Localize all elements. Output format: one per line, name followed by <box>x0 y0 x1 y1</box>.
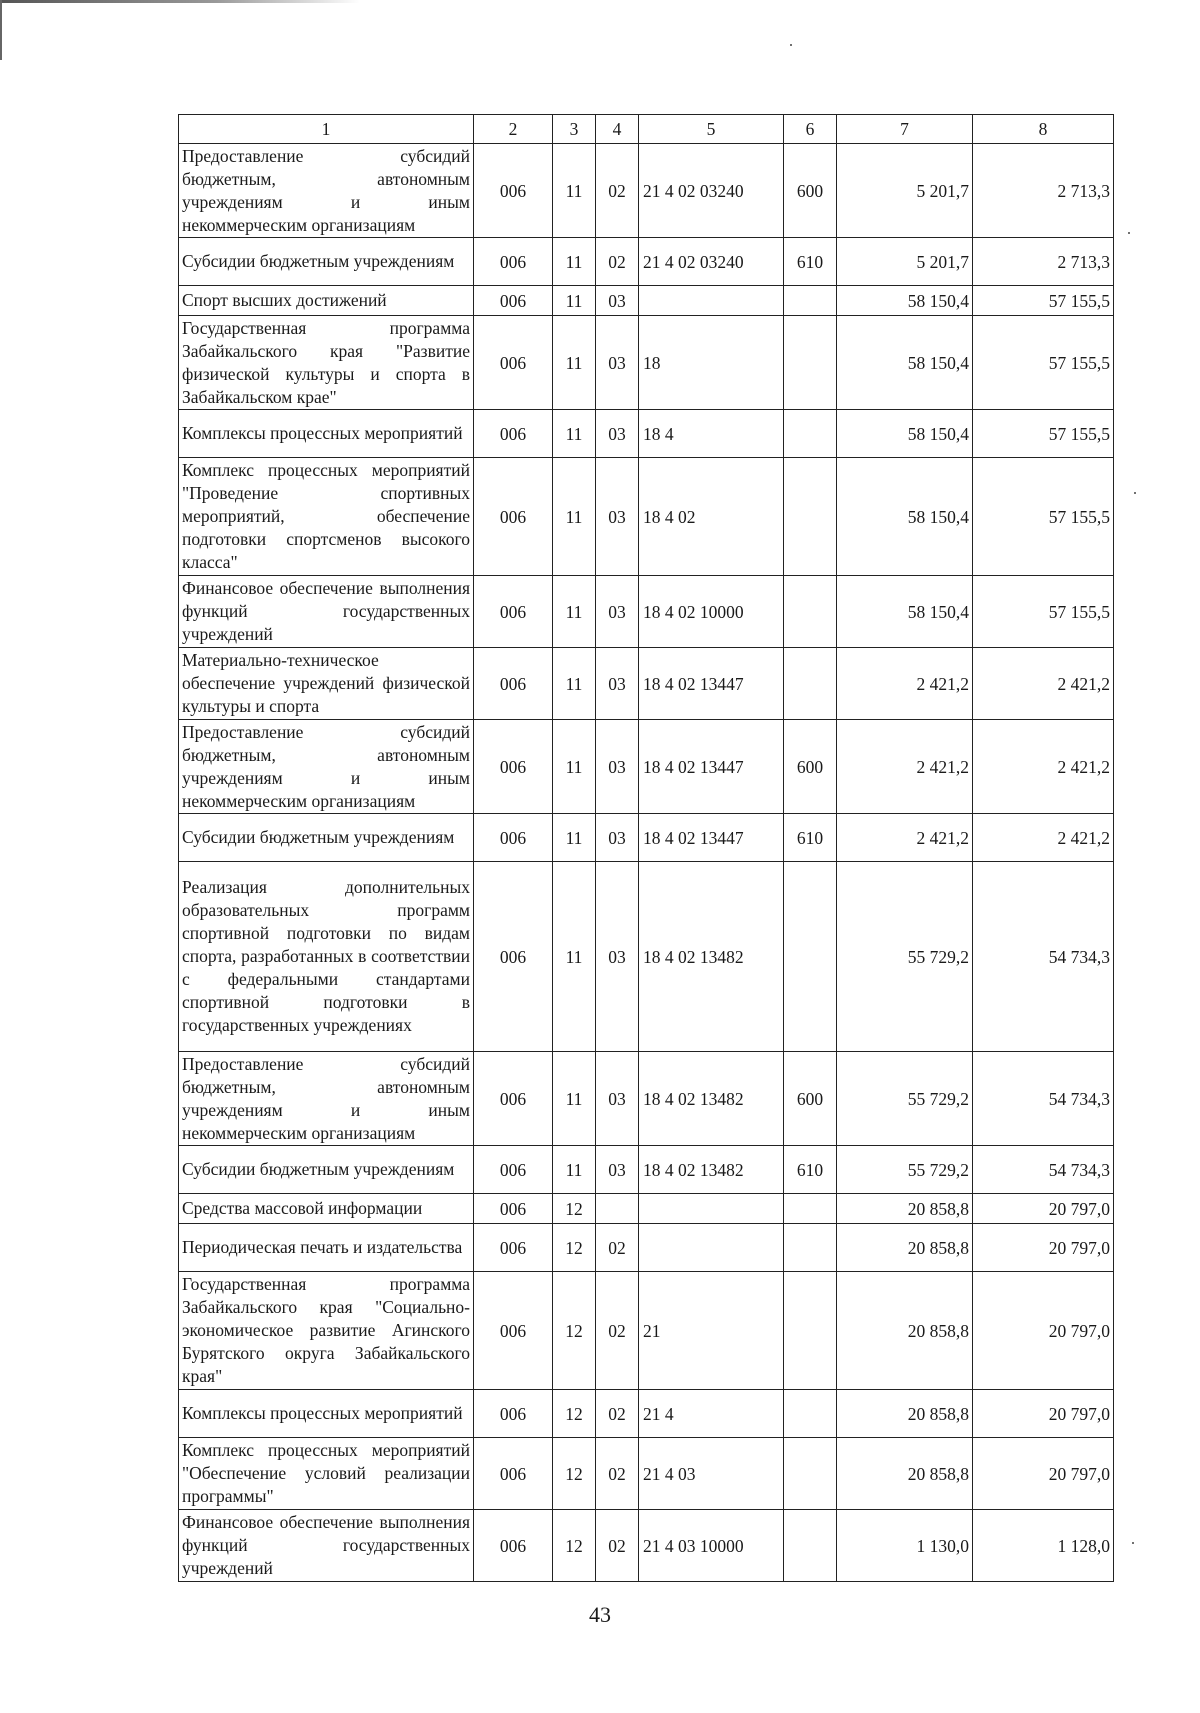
amount-year1-cell: 58 150,4 <box>837 316 973 410</box>
expense-type-cell <box>784 1224 837 1272</box>
item-name-cell: Государственная программа Забайкальского края "Социально-экономическое развитие Агинского Бурятского округа Забайкальского края" <box>179 1272 474 1390</box>
table-row <box>179 1194 1114 1224</box>
amount-year2-cell: 20 797,0 <box>973 1272 1114 1390</box>
target-article-cell: 18 4 <box>639 410 784 458</box>
item-name-cell: Комплекс процессных мероприятий "Проведение спортивных мероприятий, обеспечение подготовки спортсменов высокого класса" <box>179 458 474 576</box>
table-row <box>179 1272 1114 1390</box>
subsection-code-cell: 03 <box>596 1052 639 1146</box>
ministry-code-cell: 006 <box>474 1390 553 1438</box>
table-row <box>179 1510 1114 1582</box>
table-row <box>179 648 1114 720</box>
amount-year2-cell: 57 155,5 <box>973 286 1114 316</box>
ministry-code-cell: 006 <box>474 1510 553 1582</box>
target-article-cell <box>639 1194 784 1224</box>
item-name-cell: Финансовое обеспечение выполнения функций государственных учреждений <box>179 1510 474 1582</box>
item-name-cell: Предоставление субсидий бюджетным, автономным учреждениям и иным некоммерческим организациям <box>179 144 474 238</box>
amount-year2-cell: 20 797,0 <box>973 1224 1114 1272</box>
amount-year2-cell: 1 128,0 <box>973 1510 1114 1582</box>
section-code-cell: 11 <box>553 720 596 814</box>
target-article-cell: 18 4 02 13482 <box>639 1146 784 1194</box>
amount-year1-cell: 2 421,2 <box>837 648 973 720</box>
item-name-cell: Комплексы процессных мероприятий <box>179 1390 474 1438</box>
subsection-code-cell: 03 <box>596 720 639 814</box>
subsection-code-cell: 02 <box>596 1272 639 1390</box>
section-code-cell: 11 <box>553 458 596 576</box>
amount-year1-cell: 20 858,8 <box>837 1390 973 1438</box>
header-cell: 6 <box>784 115 837 144</box>
table-row <box>179 238 1114 286</box>
item-name-cell: Периодическая печать и издательства <box>179 1224 474 1272</box>
subsection-code-cell: 03 <box>596 458 639 576</box>
table-row <box>179 144 1114 238</box>
item-name-cell: Предоставление субсидий бюджетным, автономным учреждениям и иным некоммерческим организациям <box>179 720 474 814</box>
subsection-code-cell: 03 <box>596 814 639 862</box>
item-name-cell: Государственная программа Забайкальского края "Развитие физической культуры и спорта в Забайкальском крае" <box>179 316 474 410</box>
target-article-cell: 18 4 02 10000 <box>639 576 784 648</box>
table-row <box>179 576 1114 648</box>
amount-year1-cell: 55 729,2 <box>837 1052 973 1146</box>
amount-year2-cell: 57 155,5 <box>973 316 1114 410</box>
item-name-cell: Субсидии бюджетным учреждениям <box>179 1146 474 1194</box>
table-header-row <box>179 115 1114 144</box>
target-article-cell: 18 4 02 <box>639 458 784 576</box>
section-code-cell: 11 <box>553 1052 596 1146</box>
amount-year2-cell: 57 155,5 <box>973 458 1114 576</box>
section-code-cell: 11 <box>553 238 596 286</box>
target-article-cell: 18 4 02 13447 <box>639 814 784 862</box>
table-row <box>179 1390 1114 1438</box>
ministry-code-cell: 006 <box>474 1272 553 1390</box>
table-row <box>179 458 1114 576</box>
target-article-cell: 18 4 02 13447 <box>639 648 784 720</box>
subsection-code-cell: 02 <box>596 238 639 286</box>
amount-year1-cell: 1 130,0 <box>837 1510 973 1582</box>
amount-year2-cell: 57 155,5 <box>973 576 1114 648</box>
amount-year2-cell: 20 797,0 <box>973 1438 1114 1510</box>
expense-type-cell: 610 <box>784 238 837 286</box>
header-cell: 8 <box>973 115 1114 144</box>
ministry-code-cell: 006 <box>474 286 553 316</box>
expense-type-cell: 610 <box>784 814 837 862</box>
expense-type-cell <box>784 862 837 1052</box>
amount-year2-cell: 2 421,2 <box>973 814 1114 862</box>
expense-type-cell <box>784 410 837 458</box>
ministry-code-cell: 006 <box>474 862 553 1052</box>
ministry-code-cell: 006 <box>474 576 553 648</box>
header-cell: 7 <box>837 115 973 144</box>
ministry-code-cell: 006 <box>474 720 553 814</box>
subsection-code-cell: 02 <box>596 1510 639 1582</box>
section-code-cell: 11 <box>553 576 596 648</box>
section-code-cell: 12 <box>553 1438 596 1510</box>
header-cell: 5 <box>639 115 784 144</box>
table-row <box>179 1438 1114 1510</box>
target-article-cell: 21 4 <box>639 1390 784 1438</box>
subsection-code-cell: 03 <box>596 410 639 458</box>
ministry-code-cell: 006 <box>474 1052 553 1146</box>
subsection-code-cell: 03 <box>596 648 639 720</box>
item-name-cell: Комплексы процессных мероприятий <box>179 410 474 458</box>
expense-type-cell: 600 <box>784 144 837 238</box>
amount-year1-cell: 20 858,8 <box>837 1194 973 1224</box>
section-code-cell: 11 <box>553 410 596 458</box>
subsection-code-cell: 03 <box>596 286 639 316</box>
ministry-code-cell: 006 <box>474 1438 553 1510</box>
section-code-cell: 11 <box>553 316 596 410</box>
target-article-cell: 21 4 02 03240 <box>639 238 784 286</box>
page-number: 43 <box>589 1602 611 1627</box>
expense-type-cell <box>784 316 837 410</box>
table-row <box>179 286 1114 316</box>
section-code-cell: 12 <box>553 1510 596 1582</box>
item-name-cell: Субсидии бюджетным учреждениям <box>179 814 474 862</box>
amount-year2-cell: 20 797,0 <box>973 1194 1114 1224</box>
expense-type-cell <box>784 458 837 576</box>
amount-year2-cell: 20 797,0 <box>973 1390 1114 1438</box>
scan-speck <box>1128 232 1130 234</box>
expense-type-cell <box>784 1438 837 1510</box>
amount-year2-cell: 2 713,3 <box>973 238 1114 286</box>
target-article-cell: 18 4 02 13447 <box>639 720 784 814</box>
item-name-cell: Материально-техническое обеспечение учреждений физической культуры и спорта <box>179 648 474 720</box>
section-code-cell: 12 <box>553 1194 596 1224</box>
ministry-code-cell: 006 <box>474 458 553 576</box>
ministry-code-cell: 006 <box>474 1224 553 1272</box>
subsection-code-cell: 02 <box>596 1224 639 1272</box>
ministry-code-cell: 006 <box>474 814 553 862</box>
scan-speck <box>790 44 792 46</box>
target-article-cell: 21 4 02 03240 <box>639 144 784 238</box>
table-row <box>179 1224 1114 1272</box>
amount-year1-cell: 58 150,4 <box>837 286 973 316</box>
subsection-code-cell: 03 <box>596 576 639 648</box>
subsection-code-cell: 02 <box>596 144 639 238</box>
item-name-cell: Предоставление субсидий бюджетным, автономным учреждениям и иным некоммерческим организациям <box>179 1052 474 1146</box>
section-code-cell: 11 <box>553 144 596 238</box>
subsection-code-cell: 03 <box>596 1146 639 1194</box>
amount-year1-cell: 20 858,8 <box>837 1224 973 1272</box>
item-name-cell: Средства массовой информации <box>179 1194 474 1224</box>
amount-year1-cell: 2 421,2 <box>837 814 973 862</box>
scan-speck <box>1132 1542 1134 1544</box>
expense-type-cell <box>784 1272 837 1390</box>
expense-type-cell <box>784 648 837 720</box>
ministry-code-cell: 006 <box>474 1146 553 1194</box>
ministry-code-cell: 006 <box>474 316 553 410</box>
target-article-cell: 21 <box>639 1272 784 1390</box>
expense-type-cell: 600 <box>784 720 837 814</box>
amount-year1-cell: 58 150,4 <box>837 458 973 576</box>
section-code-cell: 12 <box>553 1272 596 1390</box>
amount-year1-cell: 55 729,2 <box>837 862 973 1052</box>
amount-year2-cell: 2 713,3 <box>973 144 1114 238</box>
section-code-cell: 11 <box>553 862 596 1052</box>
expense-type-cell: 600 <box>784 1052 837 1146</box>
section-code-cell: 11 <box>553 814 596 862</box>
amount-year1-cell: 58 150,4 <box>837 410 973 458</box>
scan-edge-mark <box>0 0 360 3</box>
section-code-cell: 12 <box>553 1224 596 1272</box>
section-code-cell: 12 <box>553 1390 596 1438</box>
table-row <box>179 814 1114 862</box>
target-article-cell <box>639 286 784 316</box>
scan-edge-mark <box>0 0 2 60</box>
target-article-cell: 18 4 02 13482 <box>639 862 784 1052</box>
subsection-code-cell: 02 <box>596 1390 639 1438</box>
ministry-code-cell: 006 <box>474 648 553 720</box>
header-cell: 3 <box>553 115 596 144</box>
amount-year2-cell: 2 421,2 <box>973 648 1114 720</box>
ministry-code-cell: 006 <box>474 144 553 238</box>
expense-type-cell <box>784 1390 837 1438</box>
target-article-cell <box>639 1224 784 1272</box>
expense-type-cell <box>784 1510 837 1582</box>
table-row <box>179 862 1114 1052</box>
amount-year2-cell: 57 155,5 <box>973 410 1114 458</box>
amount-year2-cell: 2 421,2 <box>973 720 1114 814</box>
section-code-cell: 11 <box>553 648 596 720</box>
table-row <box>179 1052 1114 1146</box>
header-cell: 4 <box>596 115 639 144</box>
item-name-cell: Субсидии бюджетным учреждениям <box>179 238 474 286</box>
item-name-cell: Комплекс процессных мероприятий "Обеспечение условий реализации программы" <box>179 1438 474 1510</box>
amount-year2-cell: 54 734,3 <box>973 862 1114 1052</box>
header-cell: 2 <box>474 115 553 144</box>
expense-type-cell <box>784 576 837 648</box>
expense-type-cell: 610 <box>784 1146 837 1194</box>
table-row <box>179 720 1114 814</box>
subsection-code-cell: 03 <box>596 316 639 410</box>
table-row <box>179 1146 1114 1194</box>
target-article-cell: 21 4 03 <box>639 1438 784 1510</box>
amount-year1-cell: 2 421,2 <box>837 720 973 814</box>
scan-speck <box>1134 492 1136 494</box>
section-code-cell: 11 <box>553 1146 596 1194</box>
header-cell: 1 <box>179 115 474 144</box>
item-name-cell: Спорт высших достижений <box>179 286 474 316</box>
amount-year2-cell: 54 734,3 <box>973 1052 1114 1146</box>
subsection-code-cell: 03 <box>596 862 639 1052</box>
amount-year1-cell: 5 201,7 <box>837 144 973 238</box>
subsection-code-cell: 02 <box>596 1438 639 1510</box>
ministry-code-cell: 006 <box>474 238 553 286</box>
amount-year1-cell: 20 858,8 <box>837 1272 973 1390</box>
target-article-cell: 21 4 03 10000 <box>639 1510 784 1582</box>
item-name-cell: Финансовое обеспечение выполнения функций государственных учреждений <box>179 576 474 648</box>
budget-table <box>178 114 1114 1582</box>
amount-year1-cell: 20 858,8 <box>837 1438 973 1510</box>
target-article-cell: 18 <box>639 316 784 410</box>
section-code-cell: 11 <box>553 286 596 316</box>
table-row <box>179 410 1114 458</box>
ministry-code-cell: 006 <box>474 410 553 458</box>
amount-year2-cell: 54 734,3 <box>973 1146 1114 1194</box>
expense-type-cell <box>784 286 837 316</box>
item-name-cell: Реализация дополнительных образовательных программ спортивной подготовки по видам спорта, разработанных в соответствии с федеральными стандартами спортивной подготовки в государственных учреждениях <box>179 862 474 1052</box>
subsection-code-cell <box>596 1194 639 1224</box>
amount-year1-cell: 58 150,4 <box>837 576 973 648</box>
table-row <box>179 316 1114 410</box>
amount-year1-cell: 55 729,2 <box>837 1146 973 1194</box>
expense-type-cell <box>784 1194 837 1224</box>
ministry-code-cell: 006 <box>474 1194 553 1224</box>
amount-year1-cell: 5 201,7 <box>837 238 973 286</box>
target-article-cell: 18 4 02 13482 <box>639 1052 784 1146</box>
